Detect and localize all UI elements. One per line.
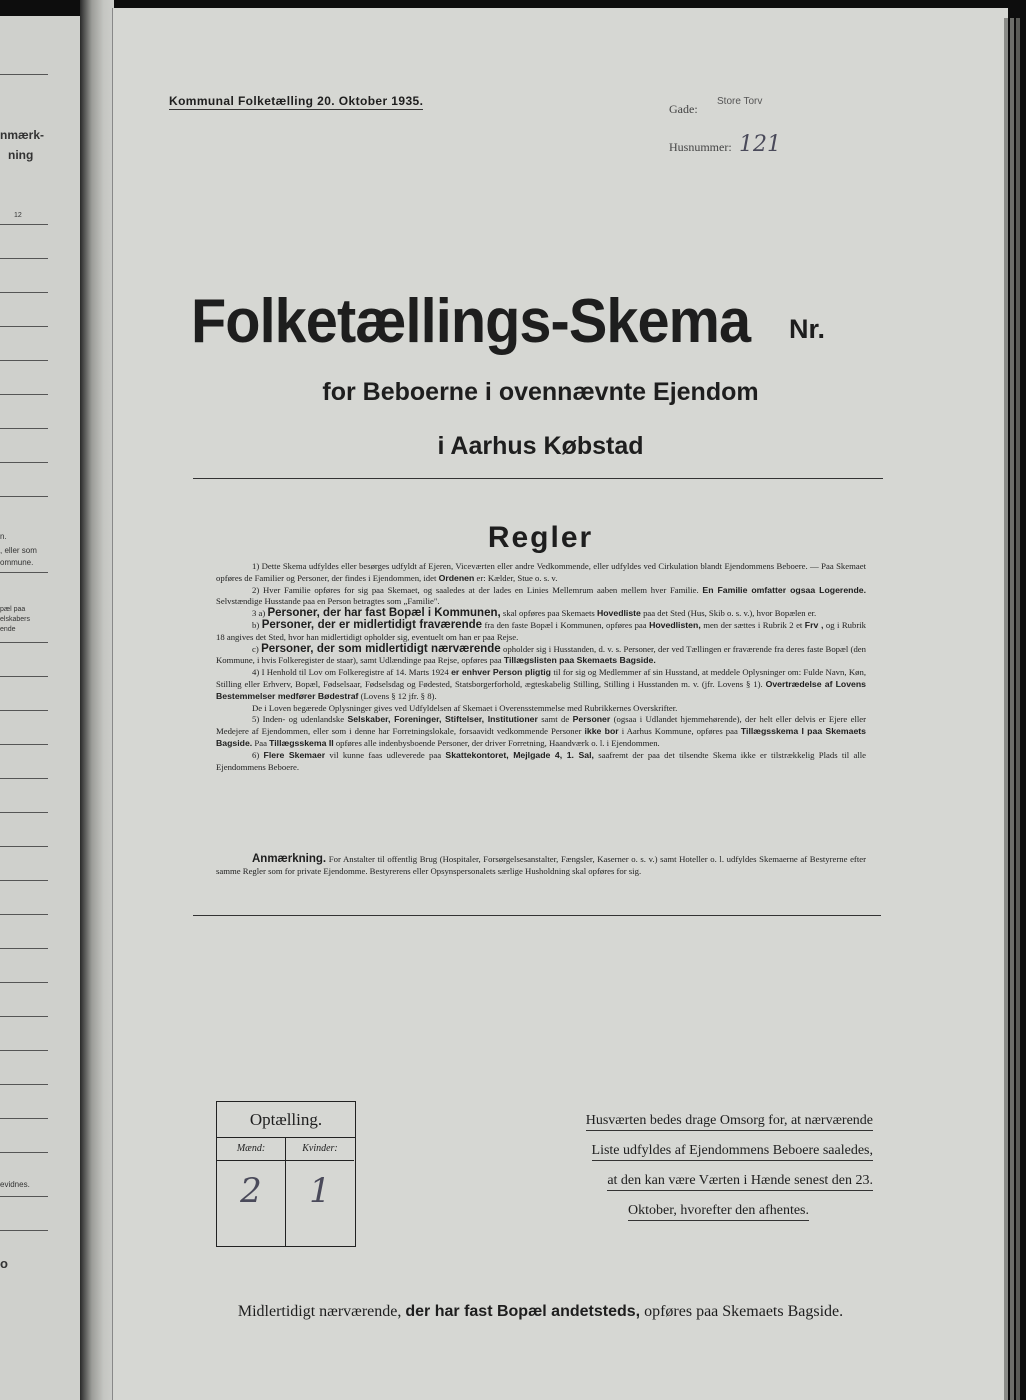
margin-text: n.	[0, 532, 7, 541]
ruled-line	[0, 74, 48, 75]
street-value: Store Torv	[717, 96, 763, 107]
divider	[193, 478, 883, 479]
rule-3c: c) Personer, der som midlertidigt nærværende opholder sig i Husstanden, d. v. s. Personer, der ved Tællingen er fraværende fra deres faste Bopæl (den Kommune, i hvis Folkeregister de staar), samt Udlændinge paa Rejse, opføres paa Tillægslisten paa Skemaets Bagside.	[216, 642, 866, 666]
divider	[193, 915, 881, 916]
ruled-line	[0, 744, 48, 745]
note-label: Anmærkning.	[252, 853, 327, 865]
ruled-line	[0, 1016, 48, 1017]
ruled-line	[0, 676, 48, 677]
ruled-line	[0, 258, 48, 259]
column-title: nmærk-	[0, 128, 45, 142]
landlord-note-line: Liste udfyldes af Ejendommens Beboere saaledes,	[592, 1141, 873, 1161]
margin-text: ommune.	[0, 558, 34, 567]
margin-text: evidnes.	[0, 1180, 30, 1189]
form-number-label: Nr.	[789, 314, 826, 344]
rule-1: 1) Dette Skema udfyldes eller besørges udfyldt af Ejeren, Viceværten eller andre Vedkommende, eller udfyldes ved Cirkulation blandt Ejendommens Beboere. — Paa Skemaet opføres de Familier og Personer, der findes i Ejendommen, idet Ordenen er: Kælder, Stue o. s. v.	[216, 561, 866, 583]
rules-heading: Regler	[487, 521, 594, 554]
margin-text: elskabers	[0, 616, 30, 623]
ruled-line	[0, 1196, 48, 1197]
men-count: 2	[240, 1171, 262, 1211]
ruled-line	[0, 496, 48, 497]
census-form-page	[112, 8, 1008, 1400]
street-label: Gade:	[669, 102, 698, 116]
ruled-line	[0, 710, 48, 711]
census-header: Kommunal Folketælling 20. Oktober 1935.	[169, 94, 424, 108]
column-number: 12	[14, 212, 22, 219]
ruled-line	[0, 292, 48, 293]
ruled-line	[0, 1050, 48, 1051]
house-number-value: 121	[739, 132, 781, 157]
rule-3a: 3 a) Personer, der har fast Bopæl i Kommunen, skal opføres paa Skemaets Hovedliste paa det Sted (Hus, Skib o. s. v.), hvor Bopælen er.	[252, 607, 817, 620]
women-label: Kvinder:	[286, 1138, 354, 1161]
women-column	[286, 1138, 354, 1246]
rule-4-continued: De i Loven begærede Oplysninger gives ved Udfyldelsen af Skemaet i Overensstemmelse med Rubrikkernes Overskrifter.	[252, 702, 678, 713]
rules-text	[216, 561, 866, 773]
margin-text: pæl paa	[0, 606, 26, 613]
rule-2: 2) Hver Familie opføres for sig paa Skemaet, og saaledes at der lades en Linies Mellemrum aaben mellem hver Familie. En Familie omfatter ogsaa Logerende. Selvstændige Husstande paa en Person betragtes som „Familie".	[216, 584, 867, 607]
footer-note: Midlertidigt nærværende, der har fast Bopæl andetsteds, opføres paa Skemaets Bagside.	[237, 1303, 844, 1320]
men-label: Mænd:	[217, 1138, 285, 1161]
ruled-line	[0, 778, 48, 779]
landlord-note	[513, 1108, 873, 1228]
ruled-line	[0, 1118, 48, 1119]
men-column	[217, 1138, 286, 1246]
rule-3b: b) Personer, der er midlertidigt fraværende fra den faste Bopæl i Kommunen, opføres paa Hovedlisten, men der sættes i Rubrik 2 et Frv , og i Rubrik 18 angives det Sted, hvor han midlertidigt opholder sig, eventuelt om han er paa Rejse.	[216, 618, 867, 642]
column-title: ning	[8, 148, 34, 162]
form-title: Folketællings-Skema	[191, 287, 751, 356]
note-text: For Anstalter til offentlig Brug (Hospitaler, Forsørgelsesanstalter, Fængsler, Kaserner o. s. v.) samt Hoteller o. l. udfyldes Skemaerne af Bestyrerne efter samme Regler som for private Ejendomme. Bestyrerens eller Opsynspersonalets særlige Husholdning skal opføres for sig.	[216, 854, 866, 876]
page-edge	[1016, 18, 1020, 1400]
landlord-note-line: Oktober, hvorefter den afhentes.	[628, 1201, 809, 1221]
ruled-line	[0, 360, 48, 361]
landlord-note-line: Husværten bedes drage Omsorg for, at nærværende	[586, 1111, 873, 1131]
ruled-line	[0, 428, 48, 429]
form-subtitle-city: i Aarhus Købstad	[437, 432, 644, 460]
note-block	[216, 853, 866, 877]
margin-text: o	[0, 1256, 8, 1271]
ruled-line	[0, 1230, 48, 1231]
ruled-line	[0, 812, 48, 813]
ruled-line	[0, 846, 48, 847]
left-page-fragment	[0, 16, 81, 1400]
ruled-line	[0, 224, 48, 225]
ruled-line	[0, 462, 48, 463]
margin-text: , eller som	[0, 546, 37, 555]
count-box	[216, 1101, 356, 1247]
ruled-line	[0, 642, 48, 643]
ruled-line	[0, 880, 48, 881]
ruled-line	[0, 1084, 48, 1085]
ruled-line	[0, 326, 48, 327]
rule-5: 5) Inden- og udenlandske Selskaber, Foreninger, Stiftelser, Institutioner samt de Personer (ogsaa i Udlandet hjemmehørende), der helt eller delvis er Ejere eller Medejere af Ejendommen, eller som i denne har Forretningslokale, forsaavidt vedkommende Personer ikke bor i Aarhus Kommune, opføres paa Tillægsskema I paa Skemaets Bagside. Paa Tillægsskema II opføres alle indenbysboende Personer, der driver Forretning, Haandværk o. l. i Ejendommen.	[216, 714, 867, 748]
page-edge	[1004, 18, 1008, 1400]
rule-4: 4) I Henhold til Lov om Folkeregistre af 14. Marts 1924 er enhver Person pligtig til for sig og Medlemmer af sin Husstand, at meddele Oplysninger om: Fulde Navn, Køn, Stilling eller Erhverv, Bopæl, Fødselsaar, Fødselsdag og Fødested, Statsborgerforhold, ægteskabelig Stilling, Stilling i Husstanden m. v. (jfr. Lovens § 1). Overtrædelse af Lovens Bestemmelser medfører Bødestraf (Lovens § 12 jfr. § 8).	[216, 667, 867, 701]
count-box-title: Optælling.	[217, 1102, 355, 1138]
women-count: 1	[309, 1171, 331, 1211]
house-number-label: Husnummer:	[669, 140, 732, 154]
ruled-line	[0, 1152, 48, 1153]
rule-6: 6) Flere Skemaer vil kunne faas udleverede paa Skattekontoret, Mejlgade 4, 1. Sal, saafremt der paa det tilsendte Skema ikke er tilstrækkelig Plads til alle Ejendommens Beboere.	[216, 749, 866, 772]
ruled-line	[0, 982, 48, 983]
ruled-line	[0, 572, 48, 573]
ruled-line	[0, 948, 48, 949]
margin-text: ende	[0, 626, 16, 633]
ruled-line	[0, 394, 48, 395]
book-gutter	[80, 0, 114, 1400]
landlord-note-line: at den kan være Værten i Hænde senest den 23.	[607, 1171, 873, 1191]
ruled-line	[0, 914, 48, 915]
form-subtitle: for Beboerne i ovennævnte Ejendom	[322, 378, 759, 406]
page-edge	[1010, 18, 1014, 1400]
